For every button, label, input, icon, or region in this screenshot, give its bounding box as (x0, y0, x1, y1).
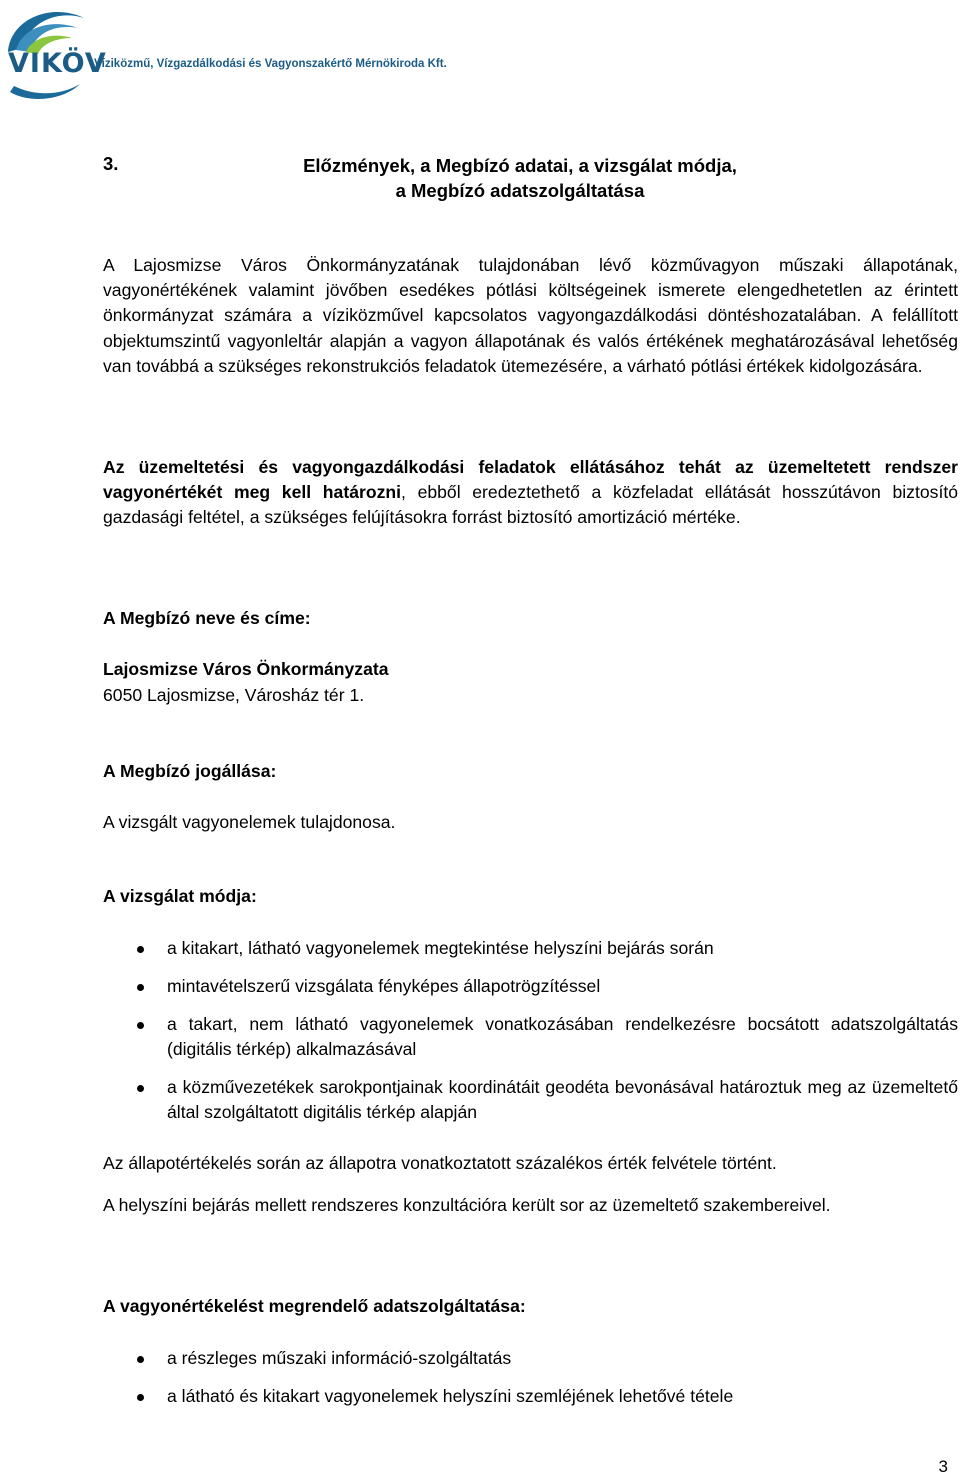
page-header (0, 0, 960, 110)
intro-paragraph: A Lajosmizse Város Önkormányzatának tulajdonában lévő közművagyon műszaki állapotának, vagyonértékének valamint jövőben esedékes pótlási költségeinek ismerete elengedhetetlen az érintett önkormányzat számára a víziközművel kapcsolatos vagyongazdálkodási döntéshozatalában. A felállított objektumszintű vagyonleltár alapján a vagyon állapotának és valós értékének meghatározásával lehetőség van továbbá a szükséges rekonstrukciós feladatok ütemezésére, a várható pótlási értékek kidolgozására. (103, 255, 958, 376)
bullet-icon (137, 984, 144, 991)
bullet-icon (137, 1085, 144, 1092)
list-item-text: a kitakart, látható vagyonelemek megtekintése helyszíni bejárás során (167, 938, 714, 958)
list-item-text: a takart, nem látható vagyonelemek vonatkozásában rendelkezésre bocsátott adatszolgáltatás (digitális térkép) alkalmazásával (167, 1014, 958, 1060)
bullet-icon (137, 1394, 144, 1401)
consultation-note: A helyszíni bejárás mellett rendszeres konzultációra került sor az üzemeltető szakembereivel. (103, 1195, 831, 1215)
list-item-text: mintavételszerű vizsgálata fényképes állapotrögzítéssel (167, 976, 601, 996)
section-title-line1: Előzmények, a Megbízó adatai, a vizsgálat módja, (303, 155, 737, 176)
list-item-text: a közművezetékek sarokpontjainak koordinátáit geodéta bevonásával határoztuk meg az üzemeltető által szolgáltatott digitális térkép alapján (167, 1077, 958, 1123)
client-name: Lajosmizse Város Önkormányzata (103, 659, 389, 679)
list-item-text: a látható és kitakart vagyonelemek helyszíni szemléjének lehetővé tétele (167, 1386, 734, 1406)
section-title (180, 153, 860, 203)
requirement-rest: , ebből eredeztethető a közfeladat ellátását hosszútávon biztosító gazdasági feltétel, a szükséges felújításokra forrást biztosító amortizáció mértéke. (103, 482, 959, 528)
requirement-paragraph (103, 455, 958, 531)
logo-text: VIKÖV (8, 48, 107, 79)
bullet-icon (137, 946, 144, 953)
section-number: 3. (103, 153, 119, 174)
assessment-note: Az állapotértékelés során az állapotra vonatkoztatott százalékos érték felvétele történt. (103, 1153, 777, 1173)
section-title-line2: a Megbízó adatszolgáltatása (395, 180, 645, 201)
page-number: 3 (938, 1457, 948, 1476)
requirement-bold: Az üzemeltetési és vagyongazdálkodási feladatok ellátásához tehát az üzemeltetett rendszer vagyonértékét meg kell határozni (103, 457, 958, 503)
legal-status-label: A Megbízó jogállása: (103, 761, 277, 781)
bullet-icon (137, 1022, 144, 1029)
bullet-icon (137, 1356, 144, 1363)
client-address: 6050 Lajosmizse, Városház tér 1. (103, 685, 365, 705)
legal-status-value: A vizsgált vagyonelemek tulajdonosa. (103, 812, 396, 832)
company-name: Víziközmű, Vízgazdálkodási és Vagyonszakértő Mérnökiroda Kft. (94, 58, 447, 70)
list-item-text: a részleges műszaki információ-szolgáltatás (167, 1348, 512, 1368)
method-label: A vizsgálat módja: (103, 886, 257, 906)
client-label: A Megbízó neve és címe: (103, 608, 311, 628)
data-service-label: A vagyonértékelést megrendelő adatszolgáltatása: (103, 1296, 526, 1316)
